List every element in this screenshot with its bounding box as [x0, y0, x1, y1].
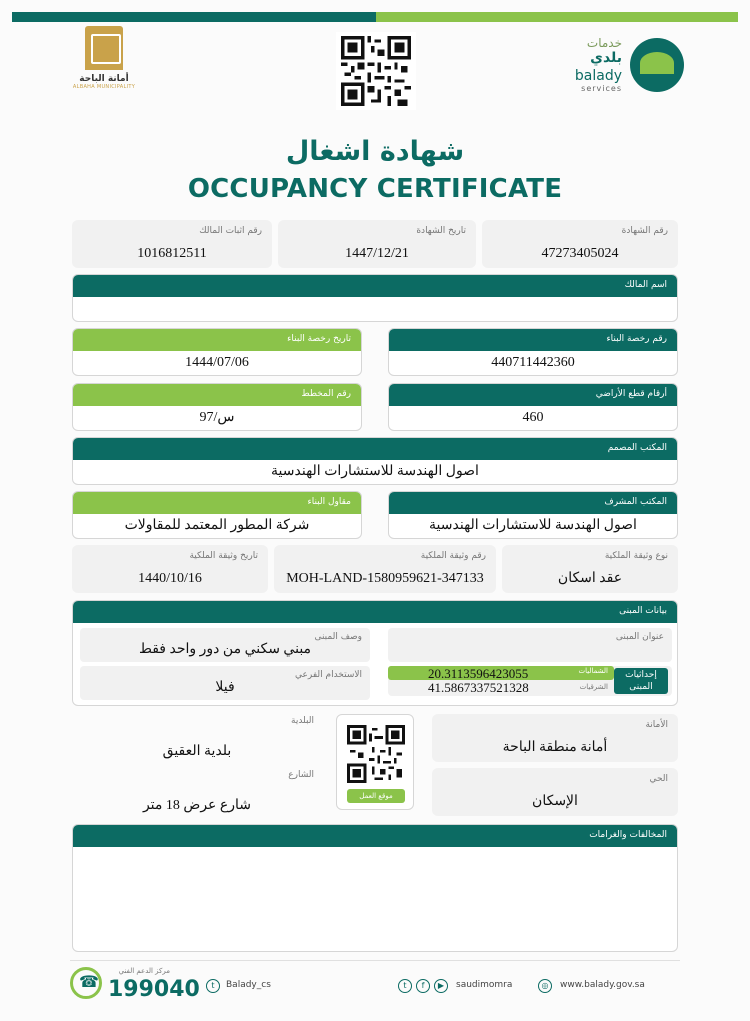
latitude-label: الشماليات	[578, 667, 608, 675]
building-permit-number-field	[388, 328, 678, 376]
district-label: الحي	[649, 774, 668, 784]
facebook-icon: f	[416, 979, 430, 993]
plan-number-label: رقم المخطط	[73, 384, 361, 406]
longitude-value: 41.5867337521328	[428, 680, 529, 695]
top-bar-light	[376, 12, 738, 22]
amana-field	[432, 714, 678, 762]
plan-number-value: 97/س	[199, 410, 235, 425]
longitude-label: الشرقيات	[579, 683, 608, 691]
balady-services-logo	[556, 36, 684, 96]
globe-icon: ◎	[538, 979, 552, 993]
building-permit-date-label: تاريخ رخصة البناء	[73, 329, 361, 351]
balady-brand-ar: بلدي	[590, 50, 622, 66]
twitter-icon: t	[398, 979, 412, 993]
deed-number-label: رقم وثيقة الملكية	[420, 551, 486, 561]
street-label: الشارع	[288, 770, 314, 780]
albaha-tower-icon	[85, 26, 123, 70]
sub-use-label: الاستخدام الفرعي	[295, 670, 362, 680]
deed-number-field	[274, 545, 496, 593]
municipality-field	[72, 714, 322, 762]
certificate-number-label: رقم الشهادة	[621, 226, 668, 236]
deed-type-label: نوع وثيقة الملكية	[604, 551, 668, 561]
latitude-value: 20.3113596423055	[428, 666, 529, 681]
violations-section	[72, 824, 678, 952]
building-address-label: عنوان المبنى	[615, 632, 664, 642]
designer-office-label: المكتب المصمم	[73, 438, 677, 460]
municipality-label: البلدية	[291, 716, 314, 726]
website-link[interactable]: www.balady.gov.sa	[560, 980, 645, 990]
support-center-label: مركز الدعم الفني	[118, 967, 170, 975]
district-field	[432, 768, 678, 816]
land-plots-label: أرقام قطع الأراضي	[389, 384, 677, 406]
plan-number-field	[72, 383, 362, 431]
designer-office-value: اصول الهندسة للاستشارات الهندسية	[271, 464, 479, 479]
work-location-tag: موقع العمل	[347, 789, 405, 803]
building-description-field	[80, 628, 370, 662]
deed-date-value: 1440/10/16	[138, 571, 202, 586]
owner-id-value: 1016812511	[137, 246, 207, 261]
certificate-number-field	[482, 220, 678, 268]
logo-name-en: ALBAHA MUNICIPALITY	[72, 84, 136, 90]
deed-date-label: تاريخ وثيقة الملكية	[189, 551, 258, 561]
building-contractor-value: شركة المطور المعتمد للمقاولات	[124, 518, 310, 533]
amana-value: أمانة منطقة الباحة	[502, 740, 608, 755]
top-color-bar	[12, 12, 738, 22]
phone-icon	[70, 967, 102, 999]
supervisor-office-field	[388, 491, 678, 539]
sub-use-value: فيلا	[215, 680, 235, 695]
building-data-label: بيانات المبنى	[73, 601, 677, 623]
top-bar-dark	[12, 12, 376, 22]
building-description-label: وصف المبنى	[314, 632, 362, 642]
certificate-date-value: 1447/12/21	[345, 246, 409, 261]
qr-code-icon	[347, 723, 405, 785]
footer	[70, 960, 680, 1004]
amana-label: الأمانة	[645, 720, 668, 730]
work-location-qr[interactable]	[336, 714, 414, 810]
violations-label: المخالفات والغرامات	[73, 825, 677, 847]
owner-name-label: اسم المالك	[73, 275, 677, 297]
twitter-icon: t	[206, 979, 220, 993]
title-arabic: شهادة اشغال	[285, 136, 465, 167]
balady-services-en: services	[581, 84, 622, 93]
building-contractor-field	[72, 491, 362, 539]
certificate-date-label: تاريخ الشهادة	[416, 226, 466, 236]
deed-type-field	[502, 545, 678, 593]
twitter-handle[interactable]: Balady_cs	[226, 980, 271, 990]
street-field	[72, 768, 322, 816]
balady-brand-en: balady	[574, 68, 622, 84]
youtube-icon: ▶	[434, 979, 448, 993]
logo-name-ar: أمانة الباحة	[79, 74, 129, 84]
deed-date-field	[72, 545, 268, 593]
building-address-field	[388, 628, 672, 662]
coordinates-label: إحداثيات المبنى	[614, 668, 668, 694]
owner-id-field	[72, 220, 272, 268]
deed-type-value: عقد اسكان	[557, 571, 623, 586]
designer-office-field	[72, 437, 678, 485]
albaha-municipality-logo	[68, 26, 140, 102]
owner-id-label: رقم اثبات المالك	[199, 226, 262, 236]
supervisor-office-label: المكتب المشرف	[389, 492, 677, 514]
building-permit-number-label: رقم رخصة البناء	[389, 329, 677, 351]
land-plots-value: 460	[522, 410, 544, 425]
sub-use-field	[80, 666, 370, 700]
building-contractor-label: مقاول البناء	[73, 492, 361, 514]
building-coordinates-field	[388, 666, 672, 696]
balady-services-ar: خدمات	[586, 36, 622, 50]
social-handle[interactable]: saudimomra	[456, 980, 513, 990]
owner-name-field	[72, 274, 678, 322]
palm-tree-icon	[630, 38, 684, 92]
land-plots-field	[388, 383, 678, 431]
certificate-qr-code[interactable]	[336, 32, 416, 110]
district-value: الإسكان	[532, 794, 578, 809]
street-value: شارع عرض 18 متر	[142, 798, 252, 813]
certificate-date-field	[278, 220, 476, 268]
qr-code-icon	[340, 36, 412, 106]
building-permit-date-value: 1444/07/06	[185, 355, 249, 370]
building-permit-date-field	[72, 328, 362, 376]
support-number[interactable]: 199040	[108, 977, 200, 1002]
building-permit-number-value: 440711442360	[491, 355, 575, 370]
building-description-value: مبني سكني من دور واحد فقط	[138, 642, 312, 657]
certificate-number-value: 47273405024	[541, 246, 619, 261]
supervisor-office-value: اصول الهندسة للاستشارات الهندسية	[429, 518, 637, 533]
deed-number-value: MOH-LAND-1580959621-347133	[286, 571, 484, 586]
municipality-value: بلدية العقيق	[162, 744, 232, 759]
title-english: OCCUPANCY CERTIFICATE	[187, 174, 563, 204]
